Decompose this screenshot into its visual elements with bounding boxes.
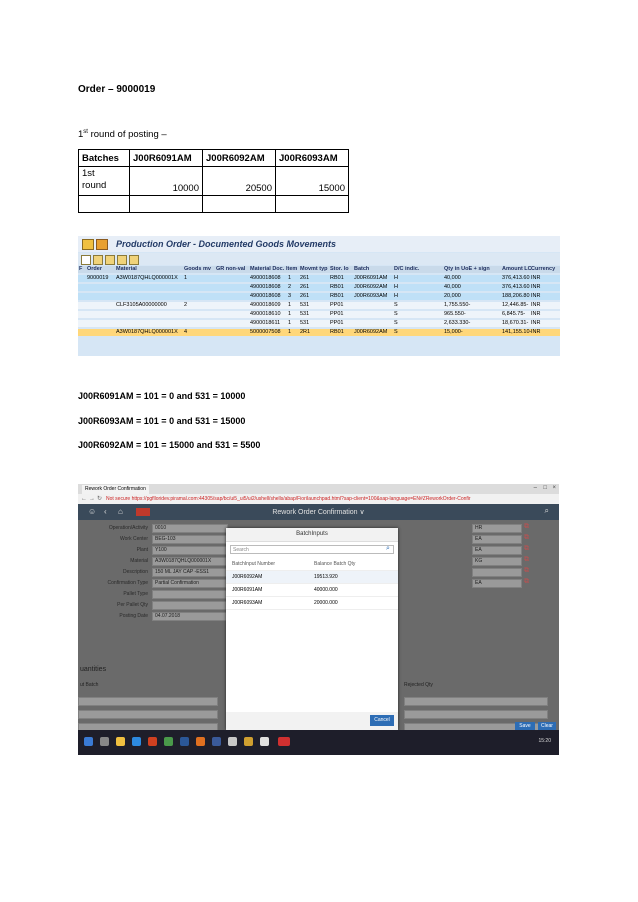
sap-cell-doc: 4900018609 xyxy=(250,302,281,308)
input-batch-field[interactable] xyxy=(78,710,218,719)
col-header: Qty in UoE + sign xyxy=(444,266,490,272)
sap-cell-mvt: 531 xyxy=(300,302,310,308)
back-arrow-icon[interactable]: ← xyxy=(81,496,87,502)
sap-cell-amount: 376,413.60 xyxy=(502,275,530,281)
form-field-label: Description xyxy=(122,569,148,575)
value-help-icon[interactable]: ⧉ xyxy=(524,556,529,563)
sap-grid-row[interactable] xyxy=(78,293,560,300)
empty-cell xyxy=(203,196,276,213)
col-header: Movmt typ xyxy=(300,266,328,272)
dialog-header-row xyxy=(226,558,398,571)
sap-filter-icon[interactable] xyxy=(105,255,115,265)
app-icon[interactable] xyxy=(196,737,205,746)
sap-cell-item: 2 xyxy=(288,284,292,290)
sap-cell-qty: 15,000- xyxy=(444,329,463,335)
chrome-icon[interactable] xyxy=(278,737,290,746)
col-header: Item xyxy=(286,266,298,272)
form-field-input[interactable] xyxy=(152,590,228,599)
input-batch-field[interactable] xyxy=(78,697,218,706)
sap-screenshot xyxy=(78,236,560,356)
value-help-icon[interactable]: ⧉ xyxy=(524,578,529,585)
app-icon[interactable] xyxy=(260,737,269,746)
excel-icon[interactable] xyxy=(164,737,173,746)
sap-cell-mvt: 261 xyxy=(300,284,310,290)
clear-button[interactable]: Clear xyxy=(538,722,556,730)
sap-cell-item: 1 xyxy=(288,320,292,326)
sap-cell-dc: S xyxy=(394,311,398,317)
col-header: Currency xyxy=(531,266,556,272)
unit-field[interactable]: EA xyxy=(472,546,522,555)
sap-cell-item: 3 xyxy=(288,293,292,299)
batch-table-row xyxy=(79,167,349,196)
sap-cell-dc: S xyxy=(394,320,398,326)
sap-cell-doc: 4900018610 xyxy=(250,311,281,317)
posting-round-number: 1 xyxy=(78,129,84,141)
input-batch-label: ut Batch xyxy=(80,682,99,688)
sap-cell-doc: 5000007508 xyxy=(250,329,281,335)
dialog-list-item[interactable] xyxy=(226,597,398,610)
sap-cell-stor: PP01 xyxy=(330,311,344,317)
row-label xyxy=(79,167,130,196)
sap-grid-row[interactable] xyxy=(78,284,560,291)
value-help-icon[interactable]: ⧉ xyxy=(524,534,529,541)
sap-cell-batch: J00R6093AM xyxy=(354,293,388,299)
rejected-qty-label: Rejected Qty xyxy=(404,682,433,688)
form-field-label: Pallet Type xyxy=(123,591,148,597)
sap-cell-dc: S xyxy=(394,329,398,335)
form-field-input[interactable]: Partial Confirmation xyxy=(152,579,228,588)
unit-field[interactable]: EA xyxy=(472,535,522,544)
ie-icon[interactable] xyxy=(132,737,141,746)
sap-cell-cur: INR xyxy=(531,329,541,335)
dialog-footer xyxy=(226,712,398,730)
batch-number: J00R6093AM xyxy=(232,600,263,606)
order-heading: Order – 9000019 xyxy=(78,84,156,95)
sap-cell-qty: 1,755.550- xyxy=(444,302,471,308)
header-cell: J00R6092AM xyxy=(203,150,276,167)
sap-cell-dc: H xyxy=(394,293,398,299)
empty-cell xyxy=(79,196,130,213)
form-field-input[interactable]: 150 ML JAY CAP -ESS1 xyxy=(152,568,228,577)
sap-export-icon[interactable] xyxy=(129,255,139,265)
app-icon[interactable] xyxy=(228,737,237,746)
sap-cell-amount: 6,845.75- xyxy=(502,311,526,317)
header-cell: J00R6091AM xyxy=(130,150,203,167)
value-help-icon[interactable]: ⧉ xyxy=(524,523,529,530)
sap-cell-doc: 4900018608 xyxy=(250,275,281,281)
url-text[interactable]: Not secure https://pgflloridev.piramal.com:44305/sap/bc/ui5_ui5/ui2/ushell/shells/abap/FioriIaunchpad.html?sap-client=100&sap-language=EN#ZReworkOrder-Confir xyxy=(106,496,471,502)
sap-grid-row[interactable] xyxy=(78,329,560,336)
sap-cell-cur: INR xyxy=(531,302,541,308)
form-field-label: Operation/Activity xyxy=(108,525,148,531)
batch-number: J00R6091AM xyxy=(232,587,263,593)
sap-cell-amount: 376,413.60 xyxy=(502,284,530,290)
sap-play-icon[interactable] xyxy=(81,255,91,265)
col-header: Order xyxy=(87,266,102,272)
sap-cell-item: 1 xyxy=(288,311,292,317)
form-field-label: Material xyxy=(130,558,148,564)
quantities-section-title: uantities xyxy=(80,666,107,673)
batch-table-header xyxy=(79,150,349,167)
sap-cell-dc: H xyxy=(394,284,398,290)
sap-cell-stor: PP01 xyxy=(330,302,344,308)
unit-field[interactable]: KG xyxy=(472,557,522,566)
sap-cell-doc: 4900018608 xyxy=(250,293,281,299)
close-icon[interactable]: × xyxy=(552,485,556,491)
col-header: Material xyxy=(116,266,137,272)
outlook-icon[interactable] xyxy=(212,737,221,746)
empty-cell xyxy=(130,196,203,213)
sap-cell-stor: PP01 xyxy=(330,320,344,326)
equation-line: J00R6091AM = 101 = 0 and 531 = 10000 xyxy=(78,391,246,401)
value-cell: 20500 xyxy=(203,167,276,196)
maximize-icon[interactable]: □ xyxy=(543,485,547,491)
row-label-line2: round xyxy=(82,180,107,191)
sap-cell-goods_mv: 1 xyxy=(184,275,188,281)
fiori-screenshot xyxy=(78,484,559,755)
col-header: Balance Batch Qty xyxy=(314,561,356,567)
sap-title-bar xyxy=(78,236,560,252)
word-icon[interactable] xyxy=(180,737,189,746)
equation-line: J00R6092AM = 101 = 15000 and 531 = 5500 xyxy=(78,440,261,450)
value-cell: 10000 xyxy=(130,167,203,196)
sap-cell-material: A3W0187QHLQ000001X xyxy=(116,329,178,335)
header-cell: Batches xyxy=(79,150,130,167)
form-field-label: Per Pallet Qty xyxy=(117,602,148,608)
sap-cell-doc: 4900018608 xyxy=(250,284,281,290)
sap-cell-amount: 12,446.85- xyxy=(502,302,529,308)
header-cell: J00R6093AM xyxy=(276,150,349,167)
cancel-button[interactable]: Cancel xyxy=(370,715,394,726)
batch-number: J00R6092AM xyxy=(232,574,263,580)
dialog-search-input[interactable]: Search xyxy=(230,545,394,554)
sap-cell-batch: J00R6092AM xyxy=(354,284,388,290)
sap-cell-item: 1 xyxy=(288,302,292,308)
fiori-shell-bar xyxy=(78,504,559,520)
form-field-input[interactable]: BEG-103 xyxy=(152,535,228,544)
col-header: Goods mv xyxy=(184,266,211,272)
value-cell: 15000 xyxy=(276,167,349,196)
form-field-label: Posting Date xyxy=(119,613,148,619)
sap-cell-mvt: 531 xyxy=(300,311,310,317)
back-chevron-icon[interactable]: ‹ xyxy=(104,507,107,516)
sap-pencil-icon[interactable] xyxy=(93,255,103,265)
form-field-label: Plant xyxy=(136,547,148,553)
col-header: Stor. lo xyxy=(330,266,349,272)
app-title[interactable]: Rework Order Confirmation ∨ xyxy=(272,509,365,516)
sap-cell-stor: RB01 xyxy=(330,293,344,299)
sap-cell-stor: RB01 xyxy=(330,275,344,281)
sap-grid-row[interactable] xyxy=(78,320,560,327)
sap-cell-qty: 965.550- xyxy=(444,311,466,317)
browser-address-bar[interactable] xyxy=(78,494,559,504)
posting-round-text: round of posting – xyxy=(87,129,167,141)
value-help-icon[interactable]: ⧉ xyxy=(524,567,529,574)
balance-qty: 20000.000 xyxy=(314,600,338,606)
form-field-input[interactable] xyxy=(152,601,228,610)
sap-cell-cur: INR xyxy=(531,320,541,326)
sap-cell-cur: INR xyxy=(531,311,541,317)
sap-cell-stor: RB01 xyxy=(330,329,344,335)
form-field-input[interactable]: Y100 xyxy=(152,546,228,555)
form-field-input[interactable]: 0010 xyxy=(152,524,228,533)
sap-cell-dc: S xyxy=(394,302,398,308)
search-icon[interactable] xyxy=(100,737,109,746)
col-header: BatchInput Number xyxy=(232,561,276,567)
posting-round-ordinal: st xyxy=(83,129,88,135)
sap-cell-order: 9000019 xyxy=(87,275,109,281)
col-header: D/C indic. xyxy=(394,266,420,272)
sap-cell-amount: 18,670.31- xyxy=(502,320,529,326)
batch-table xyxy=(78,149,349,213)
user-icon[interactable]: ☺ xyxy=(88,507,97,516)
dialog-title: BatchInputs xyxy=(226,528,398,542)
value-help-icon[interactable]: ⧉ xyxy=(524,545,529,552)
sap-grid-header xyxy=(78,266,560,273)
reload-icon[interactable]: ↻ xyxy=(97,496,103,502)
dialog-list-item[interactable] xyxy=(226,571,398,584)
batchinputs-dialog xyxy=(226,528,398,730)
form-field-label: Work Center xyxy=(120,536,148,542)
sap-cell-cur: INR xyxy=(531,275,541,281)
sap-cell-goods_mv: 2 xyxy=(184,302,188,308)
equation-line: J00R6093AM = 101 = 0 and 531 = 15000 xyxy=(78,416,246,426)
minimize-icon[interactable]: – xyxy=(533,485,537,491)
home-icon[interactable]: ⌂ xyxy=(118,507,123,516)
rejected-qty-field[interactable] xyxy=(404,710,548,719)
start-icon[interactable] xyxy=(84,737,93,746)
sap-cell-batch: J00R6091AM xyxy=(354,275,388,281)
sap-layout-icon[interactable] xyxy=(117,255,127,265)
col-header: Batch xyxy=(354,266,370,272)
unit-field[interactable]: EA xyxy=(472,579,522,588)
form-field-input[interactable]: 04.07.2018 xyxy=(152,612,228,621)
sap-cell-qty: 40,000 xyxy=(444,275,461,281)
col-header: Amount LC xyxy=(502,266,532,272)
sap-cell-item: 1 xyxy=(288,329,292,335)
sap-cell-stor: RB01 xyxy=(330,284,344,290)
sap-folder-icon xyxy=(96,239,108,250)
sap-cell-qty: 20,000 xyxy=(444,293,461,299)
batch-table-row-empty xyxy=(79,196,349,213)
sap-cell-material: A3W0187QHLQ000001X xyxy=(116,275,178,281)
posting-round-line xyxy=(78,129,167,140)
sap-app-icon xyxy=(82,239,94,250)
sap-cell-material: CLF3105A00000000 xyxy=(116,302,167,308)
col-header: F xyxy=(79,266,83,272)
balance-qty: 40000.000 xyxy=(314,587,338,593)
rejected-qty-field[interactable] xyxy=(404,697,548,706)
app-icon[interactable] xyxy=(244,737,253,746)
forward-arrow-icon[interactable]: → xyxy=(89,496,95,502)
sap-grid-row[interactable] xyxy=(78,275,560,282)
col-header: GR non-val xyxy=(216,266,246,272)
save-button[interactable]: Save xyxy=(515,722,535,730)
browser-tab[interactable]: Rework Order Confirmation xyxy=(82,485,149,494)
col-header: Material Doc. xyxy=(250,266,285,272)
sap-toolbar xyxy=(78,253,560,265)
balance-qty: 19513.920 xyxy=(314,574,338,580)
clock: 15:20 xyxy=(538,738,551,744)
row-label-line1: 1st xyxy=(82,168,95,179)
search-icon[interactable]: ⌕ xyxy=(544,506,549,515)
sap-cell-amount: 188,206.80 xyxy=(502,293,530,299)
sap-grid-row[interactable] xyxy=(78,302,560,309)
sap-cell-dc: H xyxy=(394,275,398,281)
browser-tab-strip xyxy=(78,484,559,494)
form-field-input[interactable]: A3W0187QHLQ000001X xyxy=(152,557,228,566)
sap-grid-row[interactable] xyxy=(78,311,560,318)
windows-taskbar xyxy=(78,730,559,755)
unit-field[interactable]: HR xyxy=(472,524,522,533)
sap-cell-mvt: 531 xyxy=(300,320,310,326)
sap-title: Production Order - Documented Goods Movements xyxy=(116,239,337,249)
unit-field[interactable] xyxy=(472,568,522,577)
office-icon[interactable] xyxy=(148,737,157,746)
dialog-list-item[interactable] xyxy=(226,584,398,597)
sap-cell-amount: 141,155.10- xyxy=(502,329,532,335)
sap-cell-qty: 40,000 xyxy=(444,284,461,290)
sap-cell-goods_mv: 4 xyxy=(184,329,188,335)
sap-cell-cur: INR xyxy=(531,293,541,299)
sap-cell-mvt: 261 xyxy=(300,293,310,299)
sap-cell-mvt: 2R1 xyxy=(300,329,311,335)
sap-cell-cur: INR xyxy=(531,284,541,290)
form-field-label: Confirmation Type xyxy=(107,580,148,586)
folder-icon[interactable] xyxy=(116,737,125,746)
sap-cell-mvt: 261 xyxy=(300,275,310,281)
sap-cell-item: 1 xyxy=(288,275,292,281)
sap-cell-doc: 4900018611 xyxy=(250,320,281,326)
empty-cell xyxy=(276,196,349,213)
search-icon[interactable]: ⌕ xyxy=(386,545,390,552)
sap-cell-qty: 2,633.330- xyxy=(444,320,471,326)
sap-cell-batch: J00R6092AM xyxy=(354,329,388,335)
